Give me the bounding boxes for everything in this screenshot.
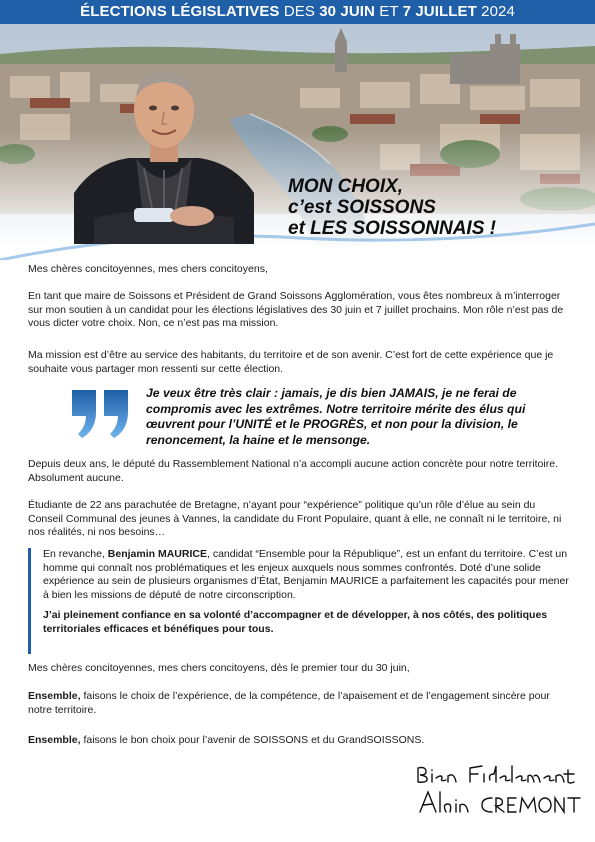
- paragraph-call: Mes chères concitoyennes, mes chers concitoyens, dès le premier tour du 30 juin,: [28, 662, 410, 674]
- handwritten-signature: [412, 760, 582, 820]
- banner-text: DES: [279, 3, 320, 20]
- paragraph-role: En tant que maire de Soissons et Président de Grand Soissons Agglomération, vous êtes nombreux à m’interroger sur mon soutien à un candidat pour les élections législatives des 30 juin et 7 juillet prochains. Mon rôle n’est pas de vous dicter votre choix. Non, ce n’est pas ma mission.: [28, 290, 564, 329]
- paragraph-rn-deputy: Depuis deux ans, le député du Rassemblement National n’a accompli aucune action concrète pour notre territoire. Absolument aucune.: [28, 458, 558, 484]
- ensemble-emphasis: Ensemble,: [28, 734, 81, 746]
- portrait-photo: [74, 58, 254, 244]
- election-banner: [0, 0, 595, 24]
- candidate-endorsement-block: [28, 548, 570, 654]
- banner-date-1: 30 JUIN: [319, 3, 375, 20]
- candidate-name: Benjamin MAURICE: [107, 548, 207, 560]
- banner-year: 2024: [476, 3, 515, 20]
- quotation-mark-icon: [70, 386, 132, 442]
- paragraph-ensemble-2: [28, 734, 570, 748]
- slogan-line-1: MON CHOIX,: [288, 176, 404, 197]
- candidate-intro: En revanche,: [43, 548, 108, 560]
- campaign-slogan: [288, 176, 588, 239]
- paragraph-fp-candidate: Étudiante de 22 ans parachutée de Bretagne, n’ayant pour “expérience” politique qu’un rôle d’élue au sein du Conseil Communal des jeunes à Vannes, la candidate du Front Populaire, quant à elle, ne connaît ni le territoire, ni nos réalités, ni nos besoins…: [28, 499, 562, 538]
- paragraph-candidate: [43, 548, 570, 602]
- banner-title: ÉLECTIONS LÉGISLATIVES: [80, 3, 280, 20]
- key-quote: Je veux être très clair : jamais, je dis bien JAMAIS, je ne ferai de compromis avec les extrêmes. Notre territoire mérite des élus qui œuvrent pour l’UNITÉ et le PROGRÈS, et non pour la division, le renoncement, la haine et le mensonge.: [146, 386, 526, 447]
- banner-text: ET: [374, 3, 403, 20]
- paragraph-ensemble-1: [28, 690, 570, 717]
- slogan-line-2: c’est SOISSONS: [288, 197, 436, 218]
- ensemble-text: faisons le choix de l’expérience, de la compétence, de l’apaisement et de l’engagement sincère pour notre territoire.: [28, 690, 550, 716]
- paragraph-mission: Ma mission est d’être au service des habitants, du territoire et de son avenir. C’est fort de cette expérience que je souhaite vous partager mon ressenti sur cette élection.: [28, 349, 554, 375]
- banner-date-2: 7 JUILLET: [402, 3, 477, 20]
- ensemble-text: faisons le bon choix pour l’avenir de SOISSONS et du GrandSOISSONS.: [80, 734, 425, 746]
- greeting: Mes chères concitoyennes, mes chers concitoyens,: [28, 263, 268, 275]
- paragraph-confidence: J’ai pleinement confiance en sa volonté d’accompagner et de développer, à nos côtés, des politiques territoriales efficaces et bénéfiques pour tous.: [43, 609, 548, 635]
- candidate-description: , candidat “Ensemble pour la République”, est un enfant du territoire. C’est un homme qui connaît nos problématiques et les enjeux auxquels nous sommes confrontés. Doté d’une solide expérience au sein de plusieurs organismes d’État, Benjamin MAURICE a parfaitement les capacités pour mener à bien les missions de député de notre circonscription.: [43, 548, 569, 601]
- mayor-portrait: [74, 58, 254, 244]
- slogan-line-3: et LES SOISSONNAIS !: [288, 218, 496, 239]
- ensemble-emphasis: Ensemble,: [28, 690, 81, 702]
